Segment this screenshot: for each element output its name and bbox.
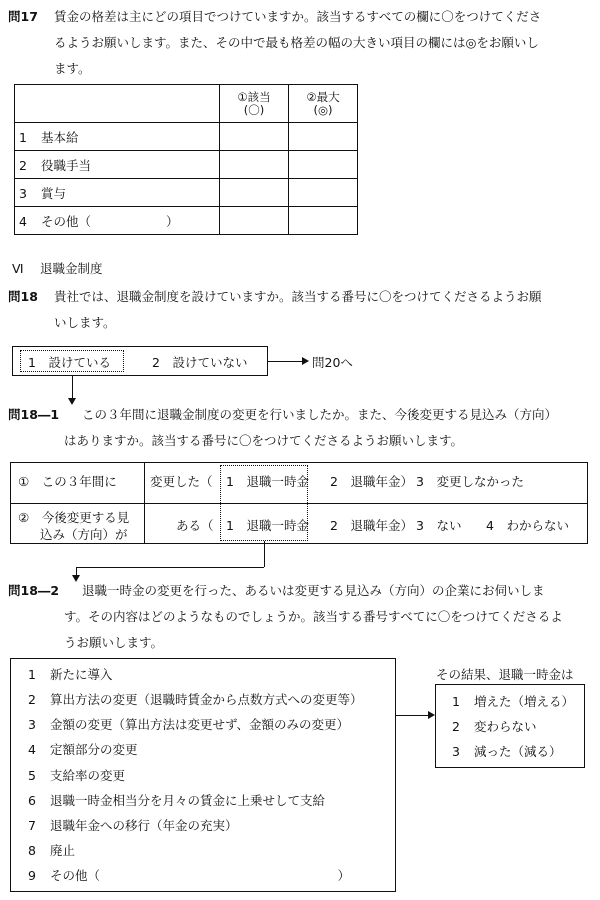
q17-row-check-1[interactable] <box>220 207 289 235</box>
q17-table <box>14 84 358 235</box>
q18-2-result-arrow-icon <box>428 711 435 719</box>
q18-goto-line <box>268 361 304 362</box>
q18-down-arrow-icon <box>68 398 76 405</box>
q18-2-option-num: 6 <box>28 793 36 808</box>
q18-1-row1-prefix: 変更した（ <box>150 474 213 489</box>
q17-row-label <box>15 179 220 207</box>
q17-row-check-1[interactable] <box>220 179 289 207</box>
q18-2-option-num: 7 <box>28 818 36 833</box>
q17-row-check-2[interactable] <box>289 179 358 207</box>
table-row <box>15 123 358 151</box>
q18-2-option-num: 8 <box>28 843 36 858</box>
list-item[interactable] <box>28 715 349 733</box>
q17-text-line-2: るようお願いします。また、その中で最も格差の幅の大きい項目の欄には◎をお願いし <box>54 35 539 50</box>
q18-1-number: 問18―1 <box>8 407 60 422</box>
list-item[interactable] <box>28 791 325 809</box>
table-row <box>15 151 358 179</box>
table-row <box>15 179 358 207</box>
q18-goto-arrow-icon <box>302 357 309 365</box>
q18-2-result-label: 減った（減る） <box>474 744 562 759</box>
q18-1-row1-option-3[interactable]: 3 変更しなかった <box>416 474 524 489</box>
list-item[interactable] <box>28 690 363 708</box>
q18-1-down-arrow-icon <box>72 575 80 582</box>
q18-1-row2-option-3[interactable]: 3 ない <box>416 518 462 533</box>
q17-row-check-1[interactable] <box>220 123 289 151</box>
q18-1-row2-option-1[interactable]: 1 退職一時金 <box>226 518 309 533</box>
list-item[interactable] <box>28 841 75 859</box>
q17-row-check-2[interactable] <box>289 207 358 235</box>
q18-1-row2-label-line1: ② 今後変更する見 <box>18 510 130 525</box>
list-item[interactable] <box>452 742 562 760</box>
q18-2-option-label: 算出方法の変更（退職時賃金から点数方式への変更等） <box>50 692 363 707</box>
q18-2-text-line-2: す。その内容はどのようなものでしょうか。該当する番号すべてに〇をつけてくださるよ <box>64 609 563 624</box>
q17-text-line-3: ます。 <box>54 61 91 76</box>
q17-row-num: 1 <box>19 129 27 145</box>
q18-1-down-line <box>264 541 265 567</box>
q17-row-check-1[interactable] <box>220 151 289 179</box>
q18-text-line-1: 貴社では、退職金制度を設けていますか。該当する番号に〇をつけてくださるようお願 <box>54 289 542 304</box>
q17-row-text: 賞与 <box>41 185 67 201</box>
list-item[interactable] <box>452 717 537 735</box>
q17-row-label <box>15 207 220 235</box>
q18-2-option-label: 廃止 <box>50 843 76 858</box>
q18-1-text-line-2: はありますか。該当する番号に〇をつけてくださるようお願いします。 <box>64 433 464 448</box>
list-item[interactable] <box>28 866 350 884</box>
q17-row-num: 3 <box>19 185 27 201</box>
q18-1-row2-label-line2: 込み（方向）が <box>40 527 128 542</box>
q18-1-across-line <box>76 567 264 568</box>
q18-2-result-num: 2 <box>452 719 460 734</box>
q18-2-result-label: 変わらない <box>474 719 537 734</box>
q18-2-option-num: 9 <box>28 868 36 883</box>
q18-2-option-num: 3 <box>28 717 36 732</box>
section6-number: Ⅵ <box>12 261 24 276</box>
q17-row-text: 基本給 <box>41 129 79 145</box>
q17-col2-line2: (◎) <box>313 102 333 117</box>
q17-row-check-2[interactable] <box>289 123 358 151</box>
q18-2-result-title: その結果、退職一時金は <box>436 667 574 682</box>
q18-1-row2-option-2[interactable]: 2 退職年金） <box>330 518 413 533</box>
q18-text-line-2: いします。 <box>54 315 116 330</box>
q17-col1-line1: ①該当 <box>237 89 271 104</box>
list-item[interactable] <box>28 816 238 834</box>
q18-2-result-num: 3 <box>452 744 460 759</box>
q17-col1-line2: (〇) <box>243 102 265 117</box>
q18-2-result-num: 1 <box>452 694 460 709</box>
q18-1-col-divider <box>144 462 145 544</box>
q18-2-option-label: 新たに導入 <box>50 667 113 682</box>
q18-number: 問18 <box>8 289 38 304</box>
q17-col-header-1 <box>220 85 289 123</box>
q17-header-blank <box>15 85 220 123</box>
q18-2-text-line-3: うお願いします。 <box>64 635 164 650</box>
q18-goto: 問20へ <box>312 355 353 370</box>
q18-down-line <box>72 376 73 400</box>
q18-2-option-label: 退職年金への移行（年金の充実） <box>50 818 238 833</box>
q18-2-result-label: 増えた（増える） <box>474 694 575 709</box>
q18-1-text-line-1: この３年間に退職金制度の変更を行いましたか。また、今後変更する見込み（方向） <box>82 407 558 422</box>
q18-1-row1-option-1[interactable]: 1 退職一時金 <box>226 474 309 489</box>
q18-2-option-num: 5 <box>28 768 36 783</box>
q18-2-option-num: 1 <box>28 667 36 682</box>
list-item[interactable] <box>28 766 125 784</box>
q18-option-2[interactable]: 2 設けていない <box>152 355 248 370</box>
q17-text-line-1: 賃金の格差は主にどの項目でつけていますか。該当するすべての欄に〇をつけてくださ <box>54 9 542 24</box>
q17-row-num: 2 <box>19 157 27 173</box>
q18-1-row1-label: ① この３年間に <box>18 474 117 489</box>
section6-title: 退職金制度 <box>40 261 103 276</box>
q18-2-option-label: 定額部分の変更 <box>50 742 138 757</box>
q17-row-num: 4 <box>19 213 27 229</box>
q18-2-option-label: 支給率の変更 <box>50 768 126 783</box>
q18-2-option-label: その他（ ） <box>50 868 351 883</box>
q18-2-result-line <box>396 715 430 716</box>
q18-2-option-label: 金額の変更（算出方法は変更せず、金額のみの変更） <box>50 717 350 732</box>
list-item[interactable] <box>28 740 138 758</box>
list-item[interactable] <box>28 665 113 683</box>
q18-2-option-label: 退職一時金相当分を月々の賃金に上乗せして支給 <box>50 793 326 808</box>
q18-2-number: 問18―2 <box>8 583 60 598</box>
q18-1-row2-prefix: ある（ <box>176 518 214 533</box>
q17-row-check-2[interactable] <box>289 151 358 179</box>
q17-number: 問17 <box>8 9 38 24</box>
q18-2-text-line-1: 退職一時金の変更を行った、あるいは変更する見込み（方向）の企業にお伺いしま <box>82 583 545 598</box>
q18-2-option-num: 2 <box>28 692 36 707</box>
q17-col-header-2 <box>289 85 358 123</box>
q17-col2-line1: ②最大 <box>306 89 340 104</box>
q18-1-row1-option-2[interactable]: 2 退職年金） <box>330 474 413 489</box>
table-row <box>15 207 358 235</box>
q18-1-row2-option-4[interactable]: 4 わからない <box>486 518 569 533</box>
q17-row-label <box>15 151 220 179</box>
q18-option-1[interactable]: 1 設けている <box>28 355 111 370</box>
q17-row-text: その他（ ） <box>41 213 179 229</box>
q17-row-label <box>15 123 220 151</box>
q18-2-option-num: 4 <box>28 742 36 757</box>
q17-row-text: 役職手当 <box>41 157 92 173</box>
q18-1-lump-sum-dotted <box>220 465 308 541</box>
list-item[interactable] <box>452 692 574 710</box>
